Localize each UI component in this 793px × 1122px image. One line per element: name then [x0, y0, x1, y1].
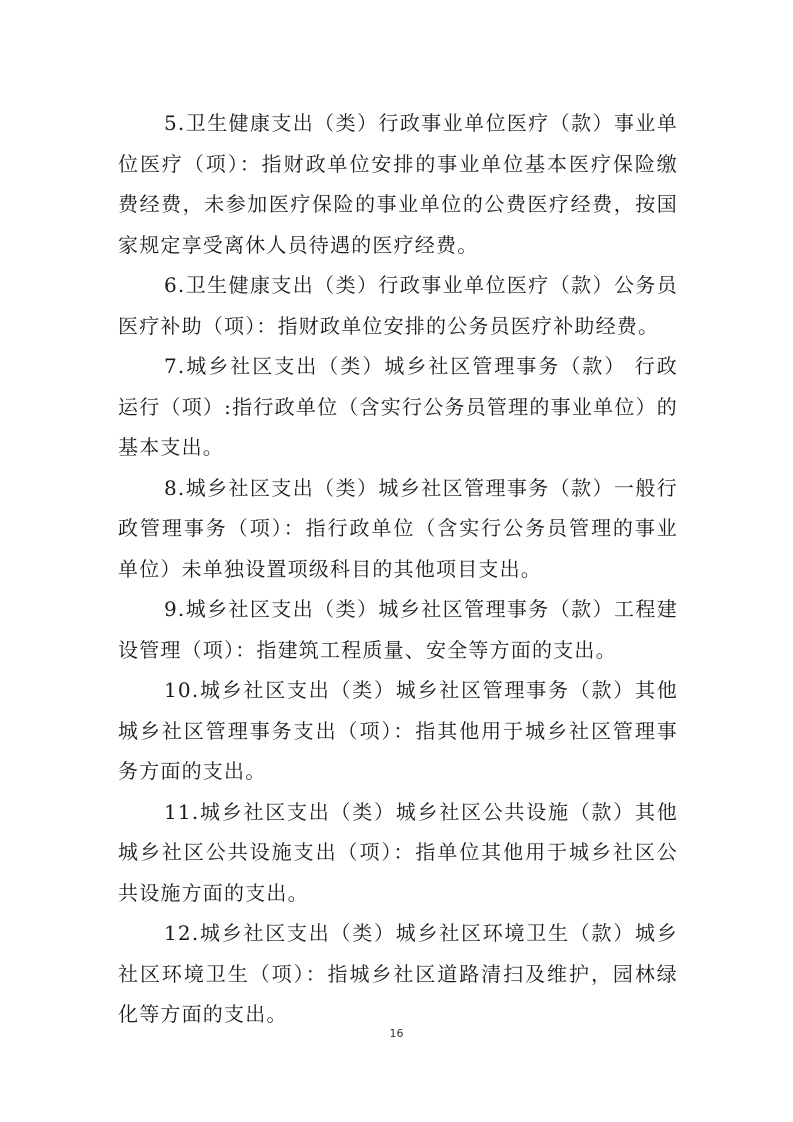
paragraph-item-10: 10.城乡社区支出（类）城乡社区管理事务（款）其他城乡社区管理事务支出（项）：指其他用于城乡社区管理事务方面的支出。 — [118, 678, 678, 783]
paragraph-item-6: 6.卫生健康支出（类）行政事业单位医疗（款）公务员医疗补助（项）：指财政单位安排的公务员医疗补助经费。 — [118, 273, 678, 338]
document-body — [118, 103, 678, 1035]
paragraph-item-8: 8.城乡社区支出（类）城乡社区管理事务（款）一般行政管理事务（项）：指行政单位（含实行公务员管理的事业单位）未单独设置项级科目的其他项目支出。 — [118, 475, 678, 581]
paragraph-item-11: 11.城乡社区支出（类）城乡社区公共设施（款）其他城乡社区公共设施支出（项）：指单位其他用于城乡社区公共设施方面的支出。 — [118, 799, 678, 905]
page-number: 16 — [389, 1027, 404, 1040]
paragraph-item-12: 12.城乡社区支出（类）城乡社区环境卫生（款）城乡社区环境卫生（项）：指城乡社区道路清扫及维护，园林绿化等方面的支出。 — [118, 921, 678, 1026]
paragraph-item-9: 9.城乡社区支出（类）城乡社区管理事务（款）工程建设管理（项）：指建筑工程质量、安全等方面的支出。 — [118, 597, 678, 662]
paragraph-item-5: 5.卫生健康支出（类）行政事业单位医疗（款）事业单位医疗（项）：指财政单位安排的事业单位基本医疗保险缴费经费，未参加医疗保险的事业单位的公费医疗经费，按国家规定享受离休人员待遇的医疗经费。 — [118, 111, 678, 257]
paragraph-item-7: 7.城乡社区支出（类）城乡社区管理事务（款） 行政运行（项）:指行政单位（含实行公务员管理的事业单位）的基本支出。 — [118, 354, 678, 459]
